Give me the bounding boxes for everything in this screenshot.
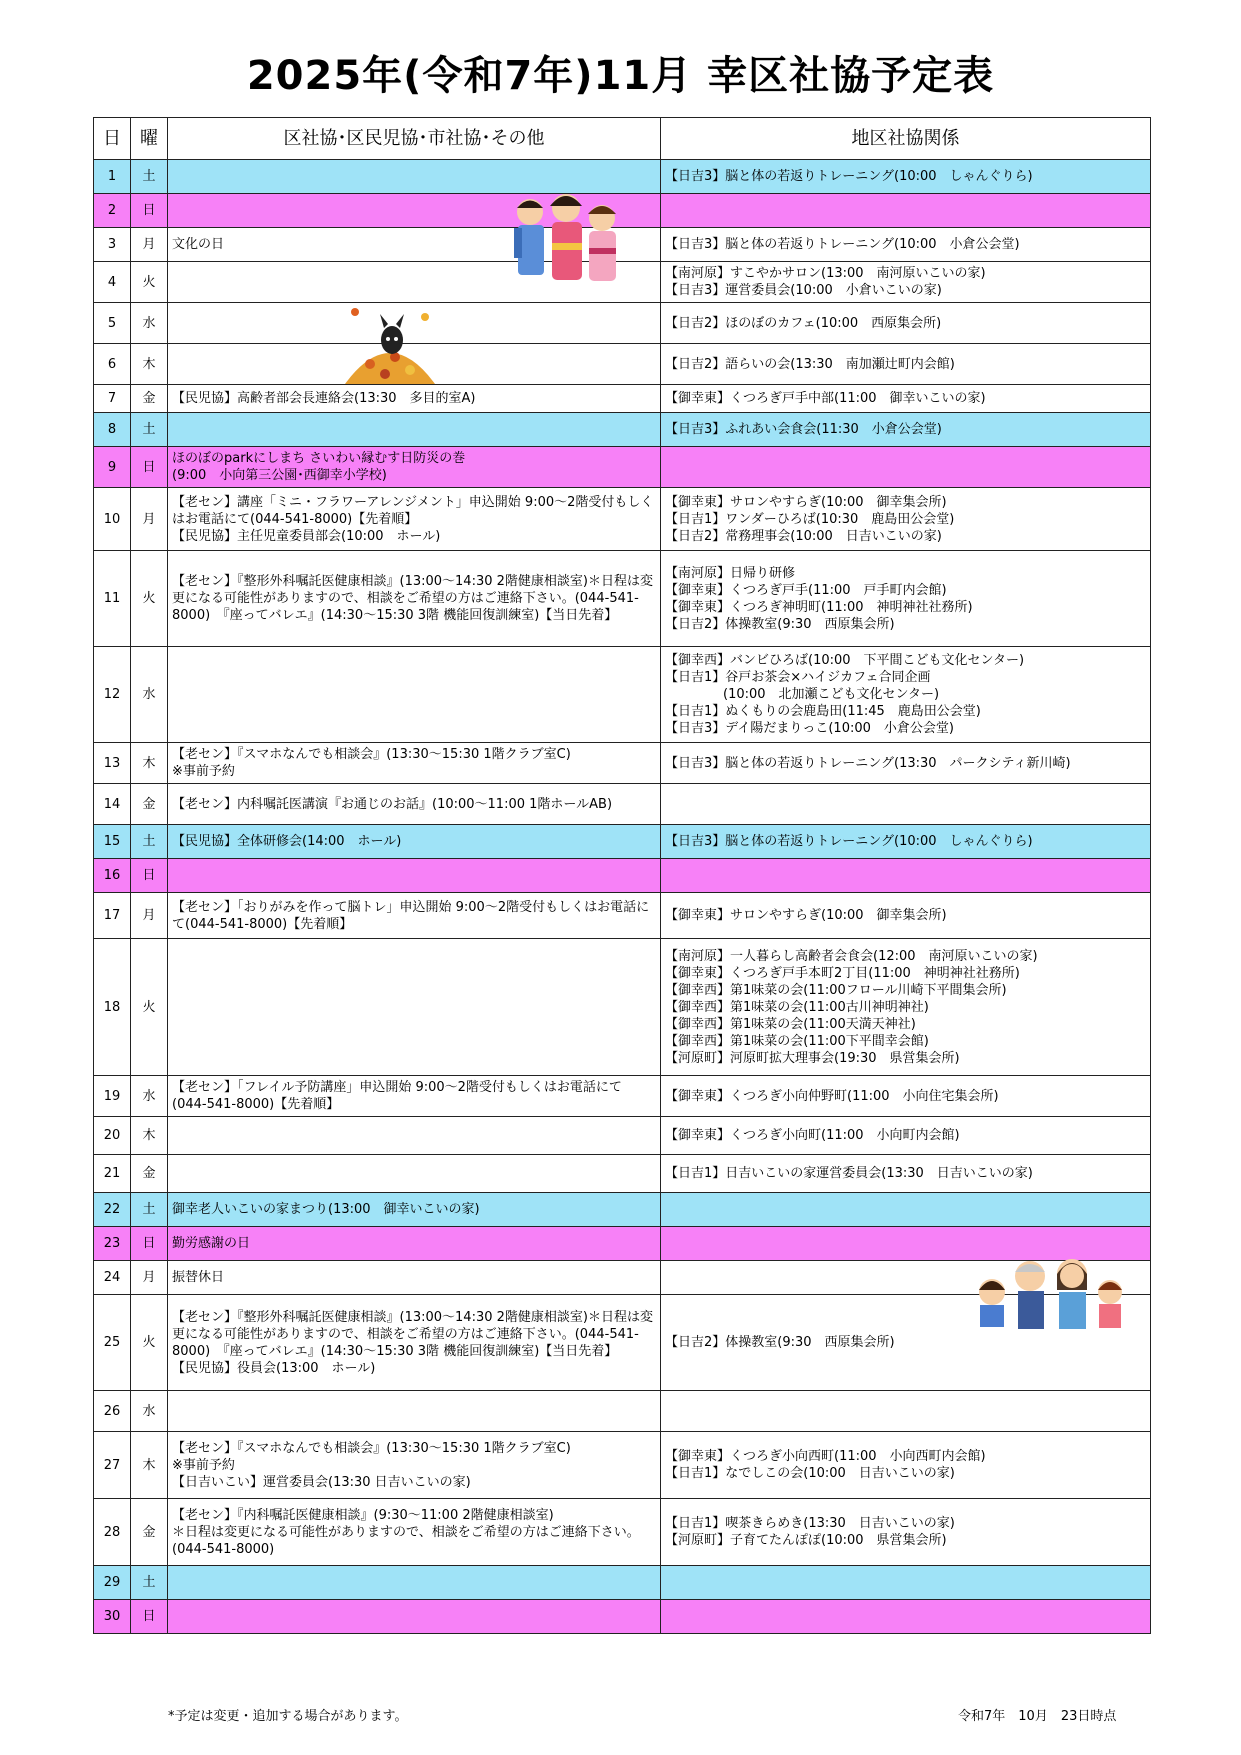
- weekday: 水: [131, 647, 168, 743]
- district-events-cell: [661, 385, 1151, 413]
- event-line: 【日吉2】語らいの会(13:30 南加瀬辻町内会館): [665, 356, 955, 372]
- ward-events-cell: [168, 1566, 661, 1600]
- day-number: 18: [94, 939, 131, 1076]
- header-col-b: 地区社協関係: [661, 118, 1151, 160]
- day-number: 9: [94, 447, 131, 488]
- day-number: 13: [94, 743, 131, 784]
- table-row: [94, 385, 1151, 413]
- day-number: 19: [94, 1076, 131, 1117]
- footer-note: *予定は変更・追加する場合があります。: [168, 1709, 408, 1724]
- weekday: 土: [131, 413, 168, 447]
- weekday: 木: [131, 743, 168, 784]
- header-col-a: 区社協･区民児協･市社協･その他: [168, 118, 661, 160]
- district-events-cell: [661, 647, 1151, 743]
- day-number: 27: [94, 1432, 131, 1499]
- event-line: 【日吉3】脳と体の若返りトレーニング(10:00 しゃんぐりら): [665, 834, 1033, 849]
- event-line: 【老セン】「おりがみを作って脳トレ」申込開始 9:00～2階受付もしくはお電話にて(044-541-8000)【先着順】: [172, 899, 650, 932]
- weekday: 日: [131, 859, 168, 893]
- event-line: 勤労感謝の日: [172, 1236, 251, 1251]
- district-events-cell: [661, 194, 1151, 228]
- weekday: 木: [131, 1117, 168, 1155]
- event-line: 【民児協】全体研修会(14:00 ホール): [172, 834, 402, 849]
- district-events-cell: [661, 1566, 1151, 1600]
- weekday: 金: [131, 784, 168, 825]
- ward-events-cell: [168, 1155, 661, 1193]
- district-events-cell: [661, 1391, 1151, 1432]
- ward-events-cell: [168, 939, 661, 1076]
- event-line: ほのぼのparkにしまち さいわい縁むす日防災の巻: [172, 451, 466, 466]
- weekday: 土: [131, 825, 168, 859]
- day-number: 11: [94, 551, 131, 647]
- table-row: [94, 825, 1151, 859]
- district-events-cell: [661, 859, 1151, 893]
- day-number: 22: [94, 1193, 131, 1227]
- day-number: 15: [94, 825, 131, 859]
- day-number: 7: [94, 385, 131, 413]
- event-line: 【日吉3】脳と体の若返りトレーニング(13:30 パークシティ新川崎): [665, 755, 1071, 771]
- event-line: 【御幸西】第1味菜の会(11:00フロール川崎下平間集会所): [665, 982, 1007, 998]
- district-events-cell: [661, 1432, 1151, 1499]
- district-events-cell: [661, 551, 1151, 647]
- weekday: 月: [131, 488, 168, 551]
- day-number: 30: [94, 1600, 131, 1634]
- event-line: 【御幸西】バンビひろば(10:00 下平間こども文化センター): [665, 653, 1025, 668]
- district-events-cell: [661, 825, 1151, 859]
- event-line: (10:00 北加瀬こども文化センター): [723, 687, 940, 702]
- day-number: 1: [94, 160, 131, 194]
- ward-events-cell: [168, 447, 661, 488]
- event-line: 【老セン】『スマホなんでも相談会』(13:30～15:30 1階クラブ室C): [172, 1440, 571, 1456]
- weekday: 日: [131, 1227, 168, 1261]
- event-line: 【老セン】内科嘱託医講演『お通じのお話』(10:00～11:00 1階ホールAB): [172, 796, 613, 812]
- weekday: 日: [131, 447, 168, 488]
- event-line: 【日吉2】常務理事会(10:00 日吉いこいの家): [665, 528, 942, 544]
- event-line: (9:00 小向第三公園･西御幸小学校): [172, 468, 387, 483]
- day-number: 2: [94, 194, 131, 228]
- ward-events-cell: [168, 551, 661, 647]
- day-number: 3: [94, 228, 131, 262]
- district-events-cell: [661, 939, 1151, 1076]
- table-row: [94, 488, 1151, 551]
- event-line: 【日吉3】運営委員会(10:00 小倉いこいの家): [665, 283, 942, 298]
- day-number: 6: [94, 344, 131, 385]
- day-number: 24: [94, 1261, 131, 1295]
- weekday: 日: [131, 194, 168, 228]
- day-number: 23: [94, 1227, 131, 1261]
- event-line: 【日吉1】喫茶きらめき(13:30 日吉いこいの家): [665, 1516, 955, 1531]
- ward-events-cell: [168, 825, 661, 859]
- event-line: 【御幸西】第1味菜の会(11:00古川神明神社): [665, 999, 929, 1015]
- event-line: 【日吉いこい】運営委員会(13:30 日吉いこいの家): [172, 1474, 471, 1490]
- district-events-cell: [661, 262, 1151, 303]
- weekday: 土: [131, 1566, 168, 1600]
- event-line: 【御幸東】くつろぎ戸手(11:00 戸手町内会館): [665, 582, 947, 598]
- event-line: 【日吉1】ぬくもりの会鹿島田(11:45 鹿島田公会堂): [665, 704, 981, 719]
- header-day: 日: [94, 118, 131, 160]
- district-events-cell: [661, 160, 1151, 194]
- event-line: 【老セン】『内科嘱託医健康相談』(9:30～11:00 2階健康相談室): [172, 1507, 554, 1523]
- district-events-cell: [661, 893, 1151, 939]
- weekday: 水: [131, 1076, 168, 1117]
- weekday: 火: [131, 939, 168, 1076]
- weekday: 日: [131, 1600, 168, 1634]
- header-weekday: 曜: [131, 118, 168, 160]
- weekday: 水: [131, 303, 168, 344]
- ward-events-cell: [168, 1600, 661, 1634]
- ward-events-cell: [168, 859, 661, 893]
- ward-events-cell: [168, 647, 661, 743]
- ward-events-cell: [168, 488, 661, 551]
- event-line: 【老セン】『整形外科嘱託医健康相談』(13:00～14:30 2階健康相談室)＊日程は変更になる可能性がありますので、相談をご希望の方はご連絡下さい。(044-541-8000) 『座ってバレエ』(14:30～15:30 3階 機能回復訓練室)【当日先着】: [172, 1309, 653, 1359]
- table-row: [94, 447, 1151, 488]
- event-line: 【日吉3】脳と体の若返りトレーニング(10:00 しゃんぐりら): [665, 169, 1033, 184]
- weekday: 月: [131, 893, 168, 939]
- district-events-cell: [661, 1193, 1151, 1227]
- event-line: 【御幸東】くつろぎ小向仲野町(11:00 小向住宅集会所): [665, 1088, 999, 1104]
- event-line: 【日吉2】体操教室(9:30 西原集会所): [665, 616, 895, 632]
- event-line: 【民児協】役員会(13:00 ホール): [172, 1360, 376, 1376]
- table-row: [94, 1600, 1151, 1634]
- schedule-table: [93, 117, 1151, 1634]
- event-line: 【日吉2】ほのぼのカフェ(10:00 西原集会所): [665, 315, 942, 331]
- weekday: 木: [131, 344, 168, 385]
- weekday: 火: [131, 1295, 168, 1391]
- weekday: 土: [131, 160, 168, 194]
- weekday: 金: [131, 1155, 168, 1193]
- event-line: 【御幸東】サロンやすらぎ(10:00 御幸集会所): [665, 494, 947, 510]
- weekday: 火: [131, 551, 168, 647]
- event-line: 【南河原】一人暮らし高齢者会食会(12:00 南河原いこいの家): [665, 948, 1038, 964]
- ward-events-cell: [168, 784, 661, 825]
- day-number: 25: [94, 1295, 131, 1391]
- header-row: [94, 118, 1151, 160]
- day-number: 21: [94, 1155, 131, 1193]
- event-line: 【日吉1】谷戸お茶会×ハイジカフェ合同企画: [665, 670, 931, 685]
- event-line: 【御幸西】第1味菜の会(11:00下平間幸会館): [665, 1033, 929, 1049]
- event-line: 【御幸東】くつろぎ小向町(11:00 小向町内会館): [665, 1128, 960, 1143]
- day-number: 4: [94, 262, 131, 303]
- ward-events-cell: [168, 1499, 661, 1566]
- event-line: 【御幸東】くつろぎ戸手本町2丁目(11:00 神明神社社務所): [665, 965, 1020, 981]
- ward-events-cell: [168, 1193, 661, 1227]
- table-row: [94, 1155, 1151, 1193]
- table-row: [94, 1391, 1151, 1432]
- ward-events-cell: [168, 1227, 661, 1261]
- district-events-cell: [661, 344, 1151, 385]
- event-line: 【老セン】「フレイル予防講座」申込開始 9:00～2階受付もしくはお電話にて(044-541-8000)【先着順】: [172, 1080, 622, 1112]
- event-line: 【御幸東】くつろぎ神明町(11:00 神明神社社務所): [665, 599, 973, 615]
- autumn-leaves-illustration: [340, 302, 440, 387]
- event-line: 【老セン】講座「ミニ・フラワーアレンジメント」申込開始 9:00～2階受付もしくはお電話にて(044-541-8000)【先着順】: [172, 494, 654, 527]
- event-line: 【御幸東】くつろぎ小向西町(11:00 小向西町内会館): [665, 1449, 986, 1464]
- table-row: [94, 413, 1151, 447]
- event-line: 【御幸東】サロンやすらぎ(10:00 御幸集会所): [665, 908, 947, 923]
- district-events-cell: [661, 1600, 1151, 1634]
- day-number: 8: [94, 413, 131, 447]
- table-row: [94, 551, 1151, 647]
- footer-as-of: 令和7年 10月 23日時点: [958, 1709, 1117, 1724]
- event-line: 【日吉3】脳と体の若返りトレーニング(10:00 小倉公会堂): [665, 237, 1020, 252]
- event-line: 【民児協】高齢者部会長連絡会(13:30 多目的室A): [172, 391, 476, 406]
- event-line: 【日吉2】体操教室(9:30 西原集会所): [665, 1335, 895, 1350]
- table-row: [94, 939, 1151, 1076]
- event-line: 【御幸東】くつろぎ戸手中部(11:00 御幸いこいの家): [665, 391, 986, 406]
- table-row: [94, 859, 1151, 893]
- ward-events-cell: [168, 893, 661, 939]
- event-line: 【河原町】子育てたんぽぽ(10:00 県営集会所): [665, 1533, 947, 1548]
- kimono-children-illustration: [492, 188, 632, 293]
- event-line: 【民児協】主任児童委員部会(10:00 ホール): [172, 528, 441, 544]
- district-events-cell: [661, 1076, 1151, 1117]
- event-line: 【老セン】『整形外科嘱託医健康相談』(13:00～14:30 2階健康相談室)＊日程は変更になる可能性がありますので、相談をご希望の方はご連絡下さい。(044-541-8000) 『座ってバレエ』(14:30～15:30 3階 機能回復訓練室)【当日先着】: [172, 574, 653, 623]
- table-row: [94, 1432, 1151, 1499]
- ward-events-cell: [168, 1261, 661, 1295]
- event-line: ＊日程は変更になる可能性がありますので、相談をご希望の方はご連絡下さい。(044-541-8000): [172, 1524, 640, 1557]
- weekday: 金: [131, 1499, 168, 1566]
- day-number: 12: [94, 647, 131, 743]
- ward-events-cell: [168, 1391, 661, 1432]
- ward-events-cell: [168, 743, 661, 784]
- table-row: [94, 647, 1151, 743]
- ward-events-cell: [168, 1432, 661, 1499]
- table-row: [94, 1076, 1151, 1117]
- weekday: 月: [131, 1261, 168, 1295]
- ward-events-cell: [168, 1295, 661, 1391]
- event-line: 【南河原】日帰り研修: [665, 565, 796, 581]
- ward-events-cell: [168, 1076, 661, 1117]
- table-row: [94, 784, 1151, 825]
- day-number: 16: [94, 859, 131, 893]
- table-row: [94, 1566, 1151, 1600]
- table-row: [94, 344, 1151, 385]
- district-events-cell: [661, 488, 1151, 551]
- district-events-cell: [661, 1117, 1151, 1155]
- weekday: 土: [131, 1193, 168, 1227]
- event-line: 【日吉1】ワンダーひろば(10:30 鹿島田公会堂): [665, 511, 955, 527]
- district-events-cell: [661, 1155, 1151, 1193]
- event-line: 【南河原】すこやかサロン(13:00 南河原いこいの家): [665, 266, 986, 281]
- district-events-cell: [661, 1499, 1151, 1566]
- event-line: 文化の日: [172, 237, 225, 252]
- event-line: 【老セン】『スマホなんでも相談会』(13:30～15:30 1階クラブ室C): [172, 747, 571, 762]
- weekday: 水: [131, 1391, 168, 1432]
- day-number: 20: [94, 1117, 131, 1155]
- page-title: 2025年(令和7年)11月 幸区社協予定表: [246, 53, 995, 99]
- family-illustration: [972, 1252, 1132, 1332]
- district-events-cell: [661, 784, 1151, 825]
- district-events-cell: [661, 228, 1151, 262]
- day-number: 14: [94, 784, 131, 825]
- day-number: 29: [94, 1566, 131, 1600]
- event-line: 振替休日: [172, 1270, 225, 1285]
- event-line: 【日吉1】なでしこの会(10:00 日吉いこいの家): [665, 1466, 955, 1481]
- table-row: [94, 743, 1151, 784]
- district-events-cell: [661, 303, 1151, 344]
- district-events-cell: [661, 413, 1151, 447]
- table-row: [94, 1117, 1151, 1155]
- weekday: 金: [131, 385, 168, 413]
- weekday: 木: [131, 1432, 168, 1499]
- table-row: [94, 1499, 1151, 1566]
- day-number: 5: [94, 303, 131, 344]
- weekday: 火: [131, 262, 168, 303]
- table-row: [94, 1193, 1151, 1227]
- day-number: 17: [94, 893, 131, 939]
- ward-events-cell: [168, 385, 661, 413]
- table-row: [94, 893, 1151, 939]
- table-row: [94, 303, 1151, 344]
- event-line: 【日吉3】ふれあい会食会(11:30 小倉公会堂): [665, 422, 942, 437]
- event-line: 御幸老人いこいの家まつり(13:00 御幸いこいの家): [172, 1202, 480, 1217]
- event-line: 【御幸西】第1味菜の会(11:00天満天神社): [665, 1016, 916, 1032]
- day-number: 10: [94, 488, 131, 551]
- event-line: 【日吉3】デイ陽だまりっこ(10:00 小倉公会堂): [665, 721, 954, 736]
- event-line: 【河原町】河原町拡大理事会(19:30 県営集会所): [665, 1050, 960, 1066]
- ward-events-cell: [168, 413, 661, 447]
- event-line: 【日吉1】日吉いこいの家運営委員会(13:30 日吉いこいの家): [665, 1166, 1033, 1181]
- day-number: 26: [94, 1391, 131, 1432]
- district-events-cell: [661, 447, 1151, 488]
- district-events-cell: [661, 743, 1151, 784]
- ward-events-cell: [168, 1117, 661, 1155]
- event-line: ※事前予約: [172, 1457, 235, 1473]
- day-number: 28: [94, 1499, 131, 1566]
- event-line: ※事前予約: [172, 764, 235, 779]
- weekday: 月: [131, 228, 168, 262]
